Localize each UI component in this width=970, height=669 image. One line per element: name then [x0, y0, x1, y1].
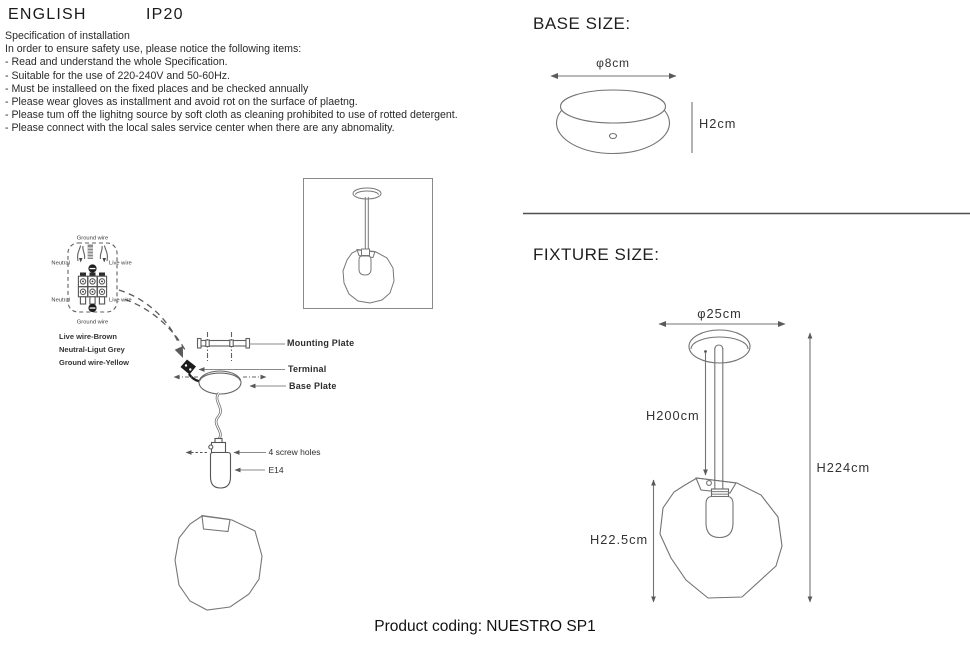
base-height-label: H2cm — [699, 115, 737, 131]
spec-item: - Must be installeed on the fixed places and be checked annually — [5, 82, 309, 95]
mounting-plate-drawing — [198, 332, 286, 361]
ip-rating: IP20 — [146, 6, 184, 23]
terminal-label: Terminal — [288, 364, 327, 374]
screw-holes-label: 4 screw holes — [268, 446, 321, 457]
language-title: ENGLISH — [8, 6, 87, 23]
spec-items — [5, 56, 458, 135]
wire-color-legend — [59, 330, 129, 369]
mounting-plate-label: Mounting Plate — [287, 338, 355, 348]
base-plate-label: Base Plate — [289, 380, 337, 391]
ground-wire-bottom-label: Ground wire — [76, 317, 109, 325]
fixture-size-drawing — [654, 324, 811, 602]
spec-item: - Suitable for the use of 220-240V and 50-60Hz. — [5, 69, 230, 82]
rod-height-label: H200cm — [646, 408, 700, 423]
base-size-drawing — [551, 76, 692, 154]
total-height-label: H224cm — [816, 459, 871, 475]
glass-shade-drawing — [175, 516, 262, 611]
product-coding: Product coding: NUESTRO SP1 — [374, 618, 596, 635]
base-size-title: BASE SIZE: — [533, 14, 631, 33]
spec-intro: In order to ensure safety use, please notice the following items: — [5, 43, 302, 56]
live-wire-upper-label: Live wire — [108, 259, 132, 266]
legend-line: Live wire-Brown — [59, 331, 117, 341]
fixture-size-title: FIXTURE SIZE: — [533, 245, 660, 264]
spec-item: - Read and understand the whole Specification. — [5, 56, 228, 69]
legend-line: Ground wire-Yellow — [59, 357, 130, 367]
spec-item: - Please wear gloves as installment and avoid rot on the surface of plaetng. — [5, 96, 358, 109]
neutral-upper-label: Neutral — [51, 259, 70, 266]
lamp-socket-drawing — [186, 439, 266, 489]
power-cord-drawing — [216, 393, 220, 440]
fixture-diameter-label: φ25cm — [697, 305, 742, 321]
base-diameter-label: φ8cm — [596, 56, 630, 70]
inset-pendant-drawing — [304, 179, 433, 309]
neutral-lower-label: Neutral — [51, 296, 70, 303]
live-wire-lower-label: Live wire — [108, 296, 132, 303]
spec-item: - Please tum off the lighitng source by soft cloth as cleaning prohibited to use of rotted detergent. — [5, 109, 458, 122]
socket-type-label: E14 — [268, 464, 284, 475]
shade-height-label: H22.5cm — [590, 531, 649, 547]
spec-title: Specification of installation — [5, 30, 130, 42]
ground-wire-top-label: Ground wire — [76, 233, 109, 241]
legend-line: Neutral-Ligut Grey — [59, 344, 125, 354]
spec-item: - Please connect with the local sales service center when there are any abnomality. — [5, 122, 395, 135]
base-plate-drawing — [174, 371, 286, 394]
spec-block — [5, 30, 458, 136]
